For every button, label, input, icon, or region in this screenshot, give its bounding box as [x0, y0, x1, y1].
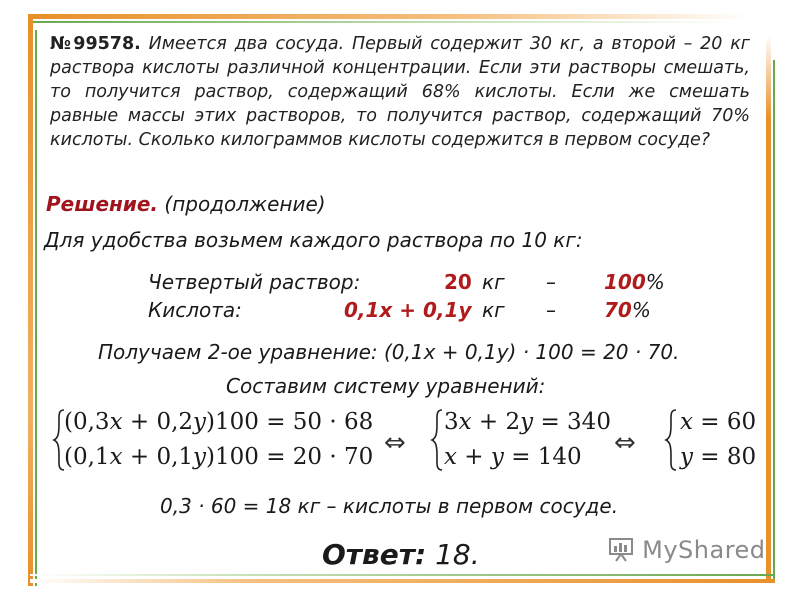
system2-eq2: [444, 444, 582, 470]
brace-2: [430, 408, 444, 472]
equivalence-arrow-1: ⇔: [384, 428, 406, 458]
row1-dash: –: [546, 270, 556, 294]
s2e2-b: +: [456, 444, 491, 470]
solution-intro: Для удобства возьмем каждого раствора по 10 кг:: [44, 228, 583, 252]
answer-label: Ответ:: [322, 538, 427, 571]
row2-dash: –: [546, 298, 556, 322]
frame-bottom-bar-green: [30, 574, 775, 576]
row2-percent-sign: %: [631, 298, 651, 322]
equivalence-arrow-2: ⇔: [614, 428, 636, 458]
s2e2-c: = 140: [503, 444, 582, 470]
s3e1-c: = 60: [692, 409, 757, 435]
result-line: 0,3 · 60 = 18 кг – кислоты в первом сосуде.: [160, 494, 619, 518]
table-row-1: [0, 270, 800, 296]
answer: [322, 538, 480, 571]
row2-percent: [604, 298, 651, 322]
system3-eq1: [680, 409, 756, 435]
s1e1-y: y: [193, 409, 207, 435]
s2e2-x: x: [444, 444, 457, 470]
system1-eq2: [64, 444, 373, 470]
problem-text: Имеется два сосуда. Первый содержит 30 кг, а второй – 20 кг раствора кислоты различной концентрации. Если эти растворы смешать, то получится раствор, содержащий 68% кислоты. Если же смешать равные массы этих растворов, то получится раствор, содержащий 70% кислоты. Сколько килограммов кислоты содержится в первом сосуде?: [50, 34, 750, 150]
row2-percent-value: 70: [604, 298, 632, 322]
frame-top-bar: [30, 14, 750, 19]
solution-note: (продолжение): [164, 192, 326, 216]
s1e2-b: + 0,1: [122, 444, 194, 470]
row1-percent-sign: %: [645, 270, 665, 294]
row1-unit: кг: [482, 270, 505, 294]
s2e1-x: x: [458, 409, 472, 435]
s1e1-b: + 0,2: [122, 409, 194, 435]
s2e1-b: + 2: [471, 409, 521, 435]
row1-label: Четвертый раствор:: [148, 270, 361, 294]
system2-eq1: [444, 409, 611, 435]
row2-value: 0,1x + 0,1y: [344, 298, 472, 322]
frame-top-bar-green: [30, 21, 730, 23]
s3e2-y: y: [680, 444, 693, 470]
s1e1-c: )100 = 50 · 68: [206, 409, 374, 435]
answer-value: 18.: [435, 538, 480, 571]
problem-number: №99578.: [50, 34, 141, 54]
s3e1-x: x: [680, 409, 693, 435]
row2-unit: кг: [482, 298, 505, 322]
s2e2-y: y: [490, 444, 504, 470]
presentation-icon: [608, 536, 634, 562]
s3e2-c: = 80: [693, 444, 757, 470]
row2-label: Кислота:: [148, 298, 242, 322]
row1-value: 20: [444, 270, 472, 294]
equation-2: Получаем 2-ое уравнение: (0,1x + 0,1y) · 100 = 20 · 70.: [98, 340, 680, 364]
brace-3: [664, 408, 678, 472]
table-row-2: [0, 298, 800, 324]
system3-eq2: [680, 444, 756, 470]
s1e1-a: (0,3: [64, 409, 110, 435]
s1e2-a: (0,1: [64, 444, 110, 470]
row1-percent: [604, 270, 665, 294]
watermark-text: MyShared: [642, 536, 766, 564]
row1-percent-value: 100: [604, 270, 646, 294]
system-caption: Составим систему уравнений:: [226, 374, 546, 398]
frame-bottom-bar: [30, 579, 775, 583]
s1e2-x: x: [109, 444, 123, 470]
s1e2-y: y: [193, 444, 207, 470]
solution-header: [46, 192, 326, 216]
solution-label: Решение.: [46, 192, 159, 216]
s1e1-x: x: [109, 409, 123, 435]
problem-statement: [50, 32, 750, 152]
system1-eq1: [64, 409, 373, 435]
s2e1-y: y: [520, 409, 534, 435]
watermark: [608, 536, 766, 564]
s2e1-c: = 340: [533, 409, 611, 435]
s1e2-c: )100 = 20 · 70: [206, 444, 374, 470]
s2e1-a: 3: [444, 409, 459, 435]
